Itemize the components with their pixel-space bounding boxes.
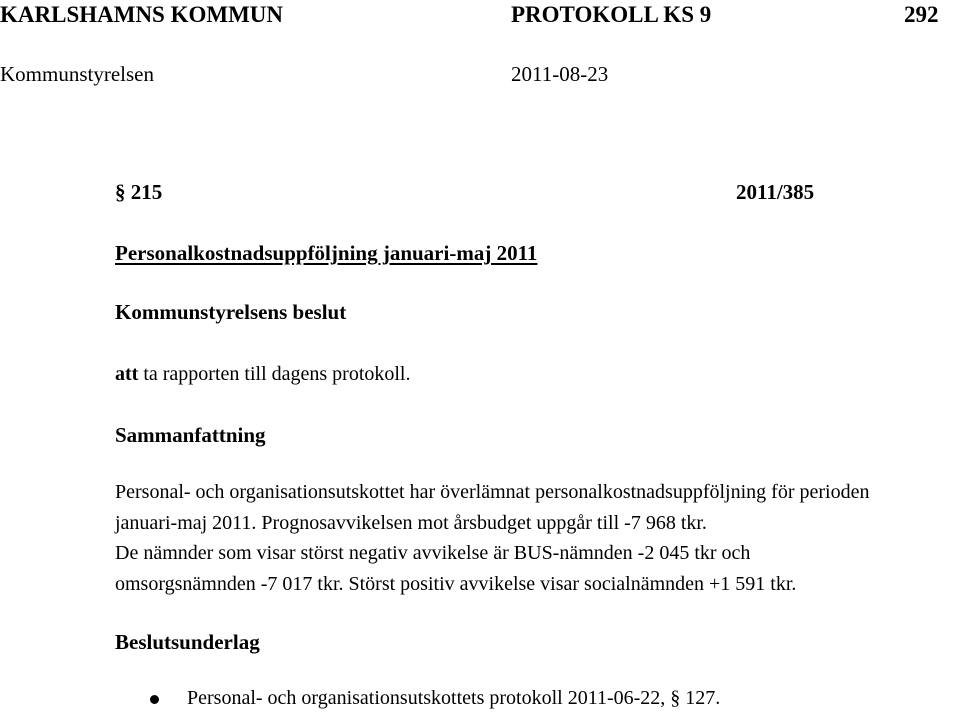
bullet-icon xyxy=(150,695,159,704)
summary-heading: Sammanfattning xyxy=(115,423,266,447)
protocol-title: PROTOKOLL KS 9 xyxy=(511,2,712,27)
item-number xyxy=(115,182,162,203)
decision-text xyxy=(115,364,411,384)
meeting-date: 2011-08-23 xyxy=(511,62,609,86)
summary-line: Personal- och organisationsutskottet har överlämnat personalkostnadsuppföljning för perioden xyxy=(115,481,870,503)
att-keyword: att xyxy=(115,363,139,385)
summary-line: De nämnder som visar störst negativ avvikelse är BUS-nämnden -2 045 tkr och xyxy=(115,542,751,564)
paragraph-symbol: § xyxy=(670,687,681,709)
basis-item-text: Personal- och organisationsutskottets protokoll 2011-06-22, xyxy=(187,687,666,709)
decision-heading: Kommunstyrelsens beslut xyxy=(115,300,347,324)
basis-heading: Beslutsunderlag xyxy=(115,630,260,654)
decision-body: ta rapporten till dagens protokoll. xyxy=(143,363,411,385)
summary-line: omsorgsnämnden -7 017 tkr. Störst positiv avvikelse visar socialnämnden +1 591 tkr. xyxy=(115,573,797,595)
page-number: 292 xyxy=(904,2,939,27)
summary-line: januari-maj 2011. Prognosavvikelsen mot årsbudget uppgår till -7 968 tkr. xyxy=(115,512,707,534)
basis-item xyxy=(187,688,720,708)
basis-item-number: 127. xyxy=(685,687,721,709)
case-reference: 2011/385 xyxy=(736,180,815,204)
item-title: Personalkostnadsuppföljning januari-maj 2011 xyxy=(115,241,538,265)
paragraph-symbol: § xyxy=(115,180,126,204)
body-name: Kommunstyrelsen xyxy=(0,62,154,86)
municipality-name: KARLSHAMNS KOMMUN xyxy=(0,2,284,27)
item-number-value: 215 xyxy=(130,180,163,204)
